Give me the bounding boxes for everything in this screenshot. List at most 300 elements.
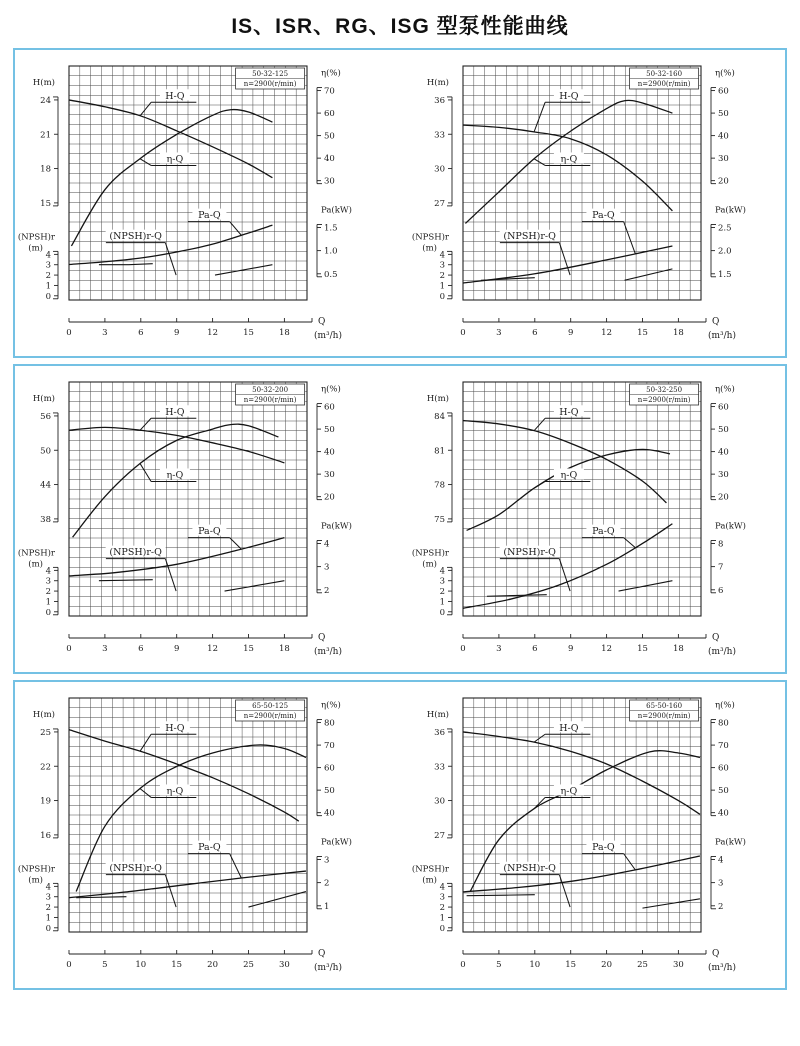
tick-label: 20 [718,492,729,503]
tick-label: 81 [434,446,445,457]
label-leader [140,159,151,166]
x-axis-unit: (m³/h) [708,963,736,973]
x-tick-label: 12 [601,328,613,338]
tick-label: 2.0 [718,246,732,257]
pump-model: 50-32-160 [646,70,683,79]
tick-label: 70 [718,741,729,752]
axis-title: H(m) [32,77,55,88]
axis-title: η(%) [715,700,735,711]
h-q-curve [463,732,700,814]
axis-title: (NPSH)r [17,232,55,243]
x-tick-label: 3 [102,328,108,338]
tick-label: 18 [40,164,51,175]
pump-performance-chart-50-32-200 [17,374,389,670]
chart-container-50-32-125 [17,58,389,354]
axis-title: Pa(kW) [715,205,746,216]
tick-label: 15 [40,198,51,209]
pa-q-label [582,841,635,870]
chart-container-50-32-200 [17,374,389,670]
x-tick-label: 15 [637,644,648,654]
pump-speed: n=2900(r/min) [637,80,691,88]
x-axis-label: Q [318,949,326,959]
pump-model: 50-32-125 [252,70,289,79]
axis-title: (NPSH)r [411,232,449,243]
pa-axis [711,520,746,595]
x-tick-label: 15 [565,960,577,970]
model-label-box [236,384,305,405]
pa-q-curve [463,246,672,283]
npsh-axis [412,231,452,301]
label-leader [140,464,151,482]
x-tick-label: 3 [496,644,502,654]
panel-row-3 [13,680,787,990]
x-axis-label: Q [712,949,720,959]
tick-label: 3 [439,260,445,271]
h-q-curve [69,730,299,822]
npsh-axis [412,547,452,617]
x-tick-label: 9 [173,644,180,654]
label-leader [534,481,545,488]
label-leader [165,243,176,275]
eta-axis [317,68,341,187]
h-axis [33,77,58,209]
label-leader [534,418,545,430]
h-axis [427,393,452,525]
pump-performance-chart-65-50-160 [411,690,783,986]
tick-label: 4 [324,539,330,550]
x-axis-unit: (m³/h) [314,647,342,657]
npsh-axis [412,863,452,933]
tick-label: 60 [324,109,335,120]
npshr-q-label [500,862,570,907]
x-tick-label: 6 [532,328,538,338]
panel-row-1 [13,48,787,358]
tick-label: 40 [718,808,729,819]
tick-label: 40 [718,447,729,458]
tick-label: 30 [718,470,729,481]
axis-title: H(m) [426,393,449,404]
tick-label: 3 [718,878,724,889]
tick-label: 3 [439,892,445,903]
axis-unit: (m) [28,243,43,254]
npshr-q-label [106,546,176,591]
x-tick-label: 0 [66,960,72,970]
tick-label: 2 [45,587,51,598]
tick-label: 3 [324,855,330,866]
curve-label-text: η-Q [560,153,578,165]
tick-label: 2 [45,271,51,282]
tick-label: 80 [718,718,729,729]
tick-label: 6 [718,585,724,596]
h-axis [33,709,58,841]
x-axis-unit: (m³/h) [314,963,342,973]
x-tick-label: 20 [207,960,219,970]
axis-title: H(m) [426,709,449,720]
chart-grid [463,698,701,932]
axis-title: H(m) [426,77,449,88]
tick-label: 0 [439,291,445,302]
curve-label-text: Pa-Q [198,842,221,854]
x-tick-label: 18 [278,328,290,338]
tick-label: 24 [40,95,51,106]
x-tick-label: 9 [567,328,574,338]
tick-label: 60 [718,402,729,413]
x-tick-label: 10 [529,960,541,970]
npshr-q-curve [487,595,547,597]
x-tick-label: 12 [207,644,219,654]
pa-q-curve [69,871,306,898]
tick-label: 70 [324,86,335,97]
x-tick-label: 18 [278,644,290,654]
npshr-q-label [500,230,570,275]
label-leader [165,875,176,907]
eta-axis [711,700,735,819]
x-axis [66,317,342,341]
axis-title: Pa(kW) [321,837,352,848]
tick-label: 36 [434,727,445,738]
axis-title: H(m) [32,709,55,720]
x-tick-label: 25 [637,960,648,970]
axis-title: (NPSH)r [17,548,55,559]
tick-label: 1 [439,913,445,924]
axis-unit: (m) [422,559,437,570]
tick-label: 1 [324,901,330,912]
x-tick-label: 18 [672,644,684,654]
pump-speed: n=2900(r/min) [637,712,691,720]
tick-label: 50 [324,425,335,436]
label-leader [534,734,545,742]
tick-label: 25 [40,727,51,738]
x-tick-label: 30 [278,960,290,970]
tick-label: 2 [439,903,445,914]
tick-label: 22 [40,762,51,773]
curve-label-text: H-Q [165,90,185,102]
tick-label: 2 [324,585,330,596]
npshr-q-curve [99,264,153,265]
x-tick-label: 0 [66,328,72,338]
tick-label: 3 [45,576,51,587]
pump-model: 65-50-160 [646,702,683,711]
pa-axis [711,836,746,911]
tick-label: 50 [324,786,335,797]
tick-label: 4 [439,882,445,893]
tick-label: 8 [718,539,724,550]
x-axis [460,317,736,341]
label-leader [165,559,176,591]
x-axis-unit: (m³/h) [708,331,736,341]
x-tick-label: 30 [672,960,684,970]
tick-label: 40 [324,154,335,165]
eta-axis [317,384,341,503]
tick-label: 4 [718,855,724,866]
tick-label: 4 [45,566,51,577]
tick-label: 2 [324,878,330,889]
x-tick-label: 0 [66,644,72,654]
tick-label: 16 [40,830,51,841]
label-leader [559,875,570,907]
panel-row-2 [13,364,787,674]
curve-label-text: (NPSH)r-Q [109,547,162,559]
model-label-box [630,384,699,405]
curve-label-text: Pa-Q [198,526,221,538]
tick-label: 4 [439,566,445,577]
tick-label: 78 [434,480,445,491]
axis-title: η(%) [321,700,341,711]
pump-speed: n=2900(r/min) [243,396,297,404]
npshr-q-label [106,862,176,907]
axis-title: η(%) [715,68,735,79]
tick-label: 0 [45,291,51,302]
eta-axis [317,700,341,819]
pump-speed: n=2900(r/min) [637,396,691,404]
npshr-q-curve [467,895,535,896]
tick-label: 0 [45,923,51,934]
x-tick-label: 9 [173,328,180,338]
tick-label: 2 [439,587,445,598]
curves [463,421,672,609]
eta-axis [711,384,735,503]
tick-label: 56 [40,411,51,422]
tick-label: 7 [718,562,724,573]
curve-label-text: (NPSH)r-Q [109,863,162,875]
x-axis-label: Q [318,633,326,643]
pump-model: 50-32-200 [252,386,289,395]
tick-label: 40 [718,131,729,142]
npsh-axis [18,863,58,933]
pump-model: 50-32-250 [646,386,683,395]
npshr-q-curve [225,581,285,591]
curve-label-text: (NPSH)r-Q [109,231,162,243]
x-tick-label: 0 [460,328,466,338]
pump-speed: n=2900(r/min) [243,712,297,720]
curve-label-text: Pa-Q [592,210,615,222]
curve-label-text: (NPSH)r-Q [503,231,556,243]
x-tick-label: 9 [567,644,574,654]
npshr-q-label [106,230,176,275]
curve-label-text: H-Q [559,722,579,734]
x-tick-label: 5 [496,960,502,970]
tick-label: 4 [439,250,445,261]
x-tick-label: 15 [243,328,254,338]
axis-title: (NPSH)r [411,548,449,559]
h-axis [427,77,452,209]
tick-label: 30 [324,176,335,187]
tick-label: 19 [40,796,51,807]
x-tick-label: 3 [102,644,108,654]
tick-label: 60 [324,763,335,774]
x-tick-label: 5 [102,960,108,970]
pump-performance-chart-50-32-125 [17,58,389,354]
x-axis-unit: (m³/h) [314,331,342,341]
npshr-q-curve [619,581,673,591]
tick-label: 50 [718,786,729,797]
axis-title: η(%) [715,384,735,395]
x-axis-label: Q [712,317,720,327]
tick-label: 27 [434,830,445,841]
curve-label-text: H-Q [559,90,579,102]
tick-label: 3 [45,260,51,271]
tick-label: 27 [434,198,445,209]
x-tick-label: 15 [171,960,183,970]
tick-label: 1 [439,597,445,608]
h-q-curve [463,125,672,211]
tick-label: 3 [324,562,330,573]
h-axis [427,709,452,841]
curve-label-text: η-Q [166,469,184,481]
curve-label-text: H-Q [559,406,579,418]
axis-unit: (m) [422,243,437,254]
tick-label: 50 [324,131,335,142]
tick-label: 30 [718,154,729,165]
tick-label: 80 [324,718,335,729]
model-label-box [236,68,305,89]
tick-label: 0 [439,607,445,618]
tick-label: 1.5 [718,269,732,280]
axis-title: η(%) [321,68,341,79]
tick-label: 40 [324,808,335,819]
axis-unit: (m) [422,875,437,886]
tick-label: 75 [434,514,445,525]
tick-label: 60 [324,402,335,413]
tick-label: 4 [45,882,51,893]
tick-label: 2 [718,901,724,912]
npsh-axis [18,231,58,301]
pump-model: 65-50-125 [252,702,289,711]
x-tick-label: 12 [601,644,613,654]
tick-label: 2.5 [718,223,732,234]
axis-title: (NPSH)r [411,864,449,875]
tick-label: 33 [434,762,445,773]
pa-q-label [582,209,635,254]
x-tick-label: 6 [138,328,144,338]
axis-title: Pa(kW) [321,205,352,216]
tick-label: 0.5 [324,269,338,280]
tick-label: 1 [45,281,51,292]
tick-label: 36 [434,95,445,106]
axis-unit: (m) [28,875,43,886]
chart-container-50-32-160 [411,58,783,354]
x-tick-label: 25 [243,960,254,970]
npshr-q-curve [642,899,699,908]
curve-label-text: η-Q [560,785,578,797]
model-label-box [236,700,305,721]
tick-label: 30 [434,796,445,807]
tick-label: 33 [434,130,445,141]
model-label-box [630,68,699,89]
x-tick-label: 20 [601,960,613,970]
curve-label-text: η-Q [560,469,578,481]
pump-performance-chart-65-50-125 [17,690,389,986]
axis-title: Pa(kW) [321,521,352,532]
x-tick-label: 0 [460,960,466,970]
label-leader [534,102,545,132]
curve-label-text: Pa-Q [592,842,615,854]
tick-label: 2 [45,903,51,914]
label-leader [534,159,545,166]
tick-label: 30 [324,470,335,481]
tick-label: 44 [40,480,51,491]
tick-label: 40 [324,447,335,458]
axis-title: Pa(kW) [715,521,746,532]
npsh-axis [18,547,58,617]
label-leader [140,102,151,115]
tick-label: 60 [718,86,729,97]
pump-performance-chart-50-32-160 [411,58,783,354]
x-axis [66,633,342,657]
x-tick-label: 15 [637,328,648,338]
tick-label: 1.0 [324,246,338,257]
label-leader [559,243,570,275]
axis-title: H(m) [32,393,55,404]
x-axis-label: Q [712,633,720,643]
x-tick-label: 18 [672,328,684,338]
axis-unit: (m) [28,559,43,570]
tick-label: 3 [439,576,445,587]
tick-label: 60 [718,763,729,774]
tick-label: 1 [45,913,51,924]
curve-label-text: η-Q [166,153,184,165]
tick-label: 1 [45,597,51,608]
tick-label: 1 [439,281,445,292]
pa-axis [711,204,746,279]
pump-performance-chart-50-32-250 [411,374,783,670]
curve-label-text: (NPSH)r-Q [503,863,556,875]
x-axis-label: Q [318,317,326,327]
x-tick-label: 15 [243,644,254,654]
curve-label-text: Pa-Q [592,526,615,538]
tick-label: 84 [434,411,445,422]
chart-container-65-50-160 [411,690,783,986]
x-tick-label: 0 [460,644,466,654]
curve-label-text: Pa-Q [198,210,221,222]
tick-label: 21 [40,130,51,141]
pa-axis [317,204,352,279]
npshr-q-curve [248,892,305,908]
eta-axis [711,68,735,187]
curve-label-text: η-Q [166,785,184,797]
tick-label: 30 [434,164,445,175]
curve-label-text: H-Q [165,406,185,418]
label-leader [140,789,151,798]
x-axis [66,949,342,973]
label-leader [559,559,570,591]
page-title: IS、ISR、RG、ISG 型泵性能曲线 [231,15,569,38]
chart-container-65-50-125 [17,690,389,986]
x-tick-label: 10 [135,960,147,970]
pa-q-curve [463,856,700,892]
x-axis-unit: (m³/h) [708,647,736,657]
tick-label: 0 [45,607,51,618]
curve-label-text: H-Q [165,722,185,734]
tick-label: 50 [40,446,51,457]
chart-grid [463,382,701,616]
axis-title: (NPSH)r [17,864,55,875]
tick-label: 2 [439,271,445,282]
chart-container-50-32-250 [411,374,783,670]
curves [463,732,700,908]
tick-label: 70 [324,741,335,752]
x-tick-label: 6 [138,644,144,654]
x-tick-label: 6 [532,644,538,654]
pa-axis [317,520,352,595]
pa-q-label [188,841,241,878]
pump-speed: n=2900(r/min) [243,80,297,88]
tick-label: 20 [324,492,335,503]
tick-label: 1.5 [324,223,338,234]
pa-axis [317,836,352,911]
curves [463,100,672,283]
tick-label: 0 [439,923,445,934]
